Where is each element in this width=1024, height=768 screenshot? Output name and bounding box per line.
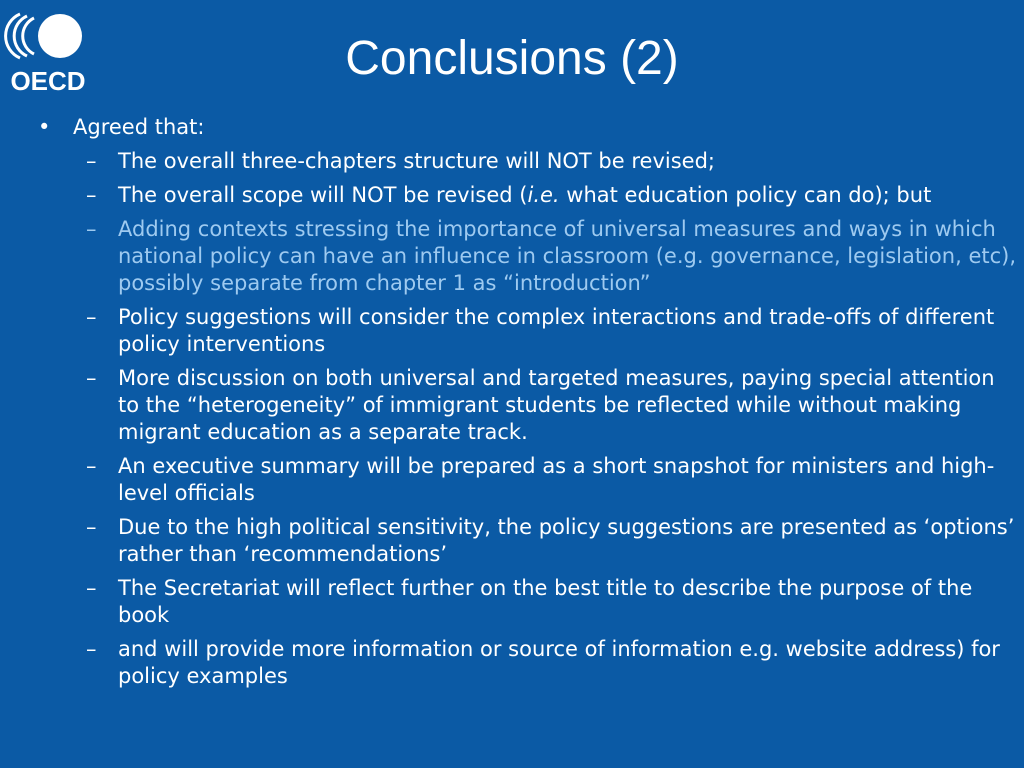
main-bullet-text: Agreed that: xyxy=(73,115,205,139)
list-item-text: The Secretariat will reflect further on the best title to describe the purpose of the book xyxy=(118,576,973,627)
list-item xyxy=(38,514,1018,568)
list-item-highlighted xyxy=(38,216,1018,297)
dash-marker: – xyxy=(86,637,97,661)
list-item xyxy=(38,453,1018,507)
list-item xyxy=(38,575,1018,629)
main-bullet xyxy=(38,114,1018,141)
dash-marker: – xyxy=(86,217,97,241)
list-item-text: Due to the high political sensitivity, the policy suggestions are presented as ‘options’ rather than ‘recommendations’ xyxy=(118,515,1015,566)
dash-marker: – xyxy=(86,183,97,207)
dash-marker: – xyxy=(86,515,97,539)
list-item-text: and will provide more information or source of information e.g. website address) for policy examples xyxy=(118,637,1000,688)
list-item-text: The overall scope will NOT be revised (i.e. what education policy can do); but xyxy=(118,183,932,207)
list-item xyxy=(38,148,1018,175)
list-item xyxy=(38,182,1018,209)
bullet-marker: • xyxy=(38,115,51,139)
dash-marker: – xyxy=(86,305,97,329)
svg-text:OECD: OECD xyxy=(10,66,86,96)
dash-marker: – xyxy=(86,576,97,600)
list-item-text: Policy suggestions will consider the complex interactions and trade-offs of different policy interventions xyxy=(118,305,995,356)
list-item xyxy=(38,304,1018,358)
list-item xyxy=(38,636,1018,690)
sub-bullet-list xyxy=(38,148,1018,690)
dash-marker: – xyxy=(86,454,97,478)
list-item xyxy=(38,365,1018,446)
dash-marker: – xyxy=(86,366,97,390)
slide-title: Conclusions (2) xyxy=(345,32,679,85)
list-item-text: The overall three-chapters structure will NOT be revised; xyxy=(118,149,715,173)
list-item-text: An executive summary will be prepared as a short snapshot for ministers and high-level officials xyxy=(118,454,995,505)
slide-content xyxy=(38,114,1018,697)
dash-marker: – xyxy=(86,149,97,173)
list-item-text: Adding contexts stressing the importance of universal measures and ways in which national policy can have an influence in classroom (e.g. governance, legislation, etc), possibly separate from chapter 1 as “introduction” xyxy=(118,217,1017,295)
list-item-text: More discussion on both universal and targeted measures, paying special attention to the “heterogeneity” of immigrant students be reflected while without making migrant education as a separate track. xyxy=(118,366,995,444)
